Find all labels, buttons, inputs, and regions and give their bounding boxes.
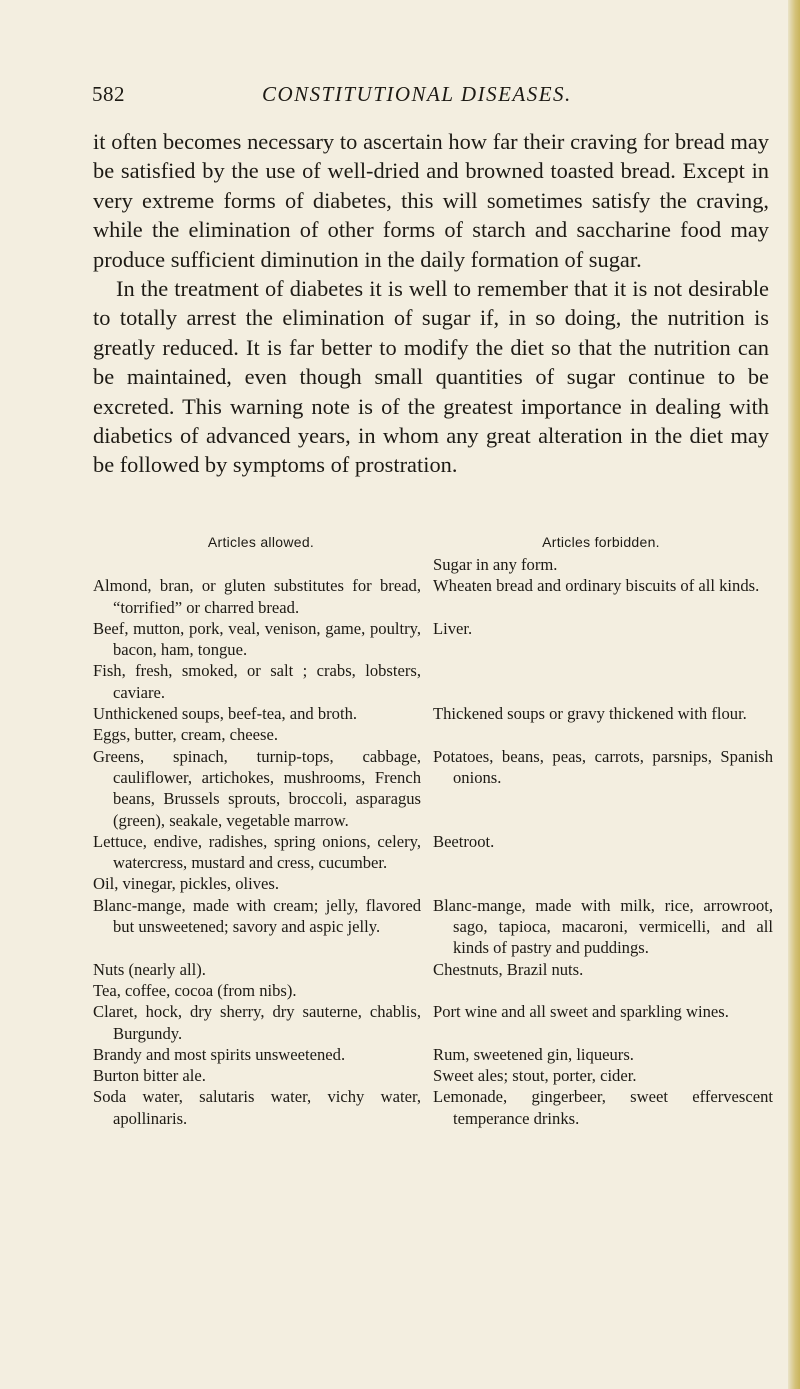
forbidden-item: Sweet ales; stout, porter, cider. [433,1066,637,1086]
table-row [93,554,773,575]
allowed-item: Almond, bran, or gluten substitutes for bread, “torrified” or charred bread. [93,576,421,617]
table-row [93,873,773,894]
forbidden-item: Chestnuts, Brazil nuts. [433,959,584,979]
allowed-item: Fish, fresh, smoked, or salt ; crabs, lobsters, caviare. [93,661,421,702]
allowed-item: Nuts (nearly all). [93,959,206,979]
page-header [92,82,732,112]
forbidden-item: Port wine and all sweet and sparkling wines. [433,1002,729,1022]
table-row [93,660,773,703]
table-row [93,895,773,959]
forbidden-item: Lemonade, gingerbeer, sweet effervescent temperance drinks. [433,1087,773,1128]
forbidden-item [433,873,773,894]
running-head: CONSTITUTIONAL DISEASES. [262,82,572,106]
allowed-item: Lettuce, endive, radishes, spring onions, celery, watercress, mustard and cress, cucumber. [93,831,421,873]
table-rows [93,554,773,1129]
table-row [93,1001,773,1044]
table-row [93,1044,773,1065]
allowed-item: Claret, hock, dry sherry, dry sauterne, chablis, Burgundy. [93,1002,421,1043]
allowed-header: Articles allowed. [207,534,315,550]
paragraph-2: In the treatment of diabetes it is well to remember that it is not desirable to totally arrest the elimination of sugar if, in so doing, the nutrition is greatly reduced. It is far better to modify the diet so that the nutrition can be maintained, even though small quantities of sugar continue to be excreted. This warning note is of the greatest importance in dealing with diabetics of advanced years, in whom any great alteration in the diet may be followed by symptoms of prostration. [93,276,769,478]
table-header-row [93,532,773,554]
table-row [93,959,773,980]
body-text [93,127,769,480]
allowed-item: Burton bitter ale. [93,1066,206,1086]
allowed-item: Oil, vinegar, pickles, olives. [93,874,279,894]
allowed-item: Unthickened soups, beef-tea, and broth. [93,704,358,724]
forbidden-item: Rum, sweetened gin, liqueurs. [433,1044,634,1064]
table-row [93,618,773,661]
allowed-item: Soda water, salutaris water, vichy water, apollinaris. [93,1087,421,1128]
forbidden-item [433,660,773,703]
page-number: 582 [92,82,125,106]
table-row [93,1065,773,1086]
allowed-item: Blanc-mange, made with cream; jelly, flavored but unsweetened; savory and aspic jelly. [93,895,421,937]
forbidden-item: Blanc-mange, made with milk, rice, arrowroot, sago, tapioca, macaroni, vermicelli, and all kinds of pastry and puddings. [433,895,773,958]
forbidden-item: Sugar in any form. [433,555,558,574]
forbidden-item: Potatoes, beans, peas, carrots, parsnips, Spanish onions. [433,746,773,787]
forbidden-item: Liver. [433,618,473,638]
allowed-item [93,554,421,575]
allowed-item: Tea, coffee, cocoa (from nibs). [93,980,297,1000]
paragraph-1: it often becomes necessary to ascertain how far their craving for bread may be satisfied by the use of well-dried and browned toasted bread. Except in very extreme forms of diabetes, this will sometimes satisfy the craving, while the elimination of other forms of starch and saccharine food may produce sufficient diminution in the daily formation of sugar. [93,129,769,272]
forbidden-item: Thickened soups or gravy thickened with flour. [433,704,747,724]
table-row [93,1086,773,1129]
forbidden-item: Wheaten bread and ordinary biscuits of all kinds. [433,576,760,596]
forbidden-item [433,724,773,745]
table-row [93,724,773,745]
allowed-item: Brandy and most spirits unsweetened. [93,1044,346,1064]
page-edge [788,0,800,1389]
table-row [93,831,773,874]
allowed-item: Greens, spinach, turnip-tops, cabbage, cauliflower, artichokes, mushrooms, French beans, Brussels sprouts, broccoli, asparagus (green), seakale, vegetable marrow. [93,746,421,830]
forbidden-item [433,980,773,1001]
forbidden-header: Articles forbidden. [542,534,660,550]
table-row [93,575,773,618]
table-row [93,746,773,831]
allowed-item: Beef, mutton, pork, veal, venison, game, poultry, bacon, ham, tongue. [93,618,421,660]
table-row [93,703,773,724]
allowed-item: Eggs, butter, cream, cheese. [93,725,279,745]
diet-table [93,532,773,1129]
forbidden-item: Beetroot. [433,831,495,851]
table-row [93,980,773,1001]
